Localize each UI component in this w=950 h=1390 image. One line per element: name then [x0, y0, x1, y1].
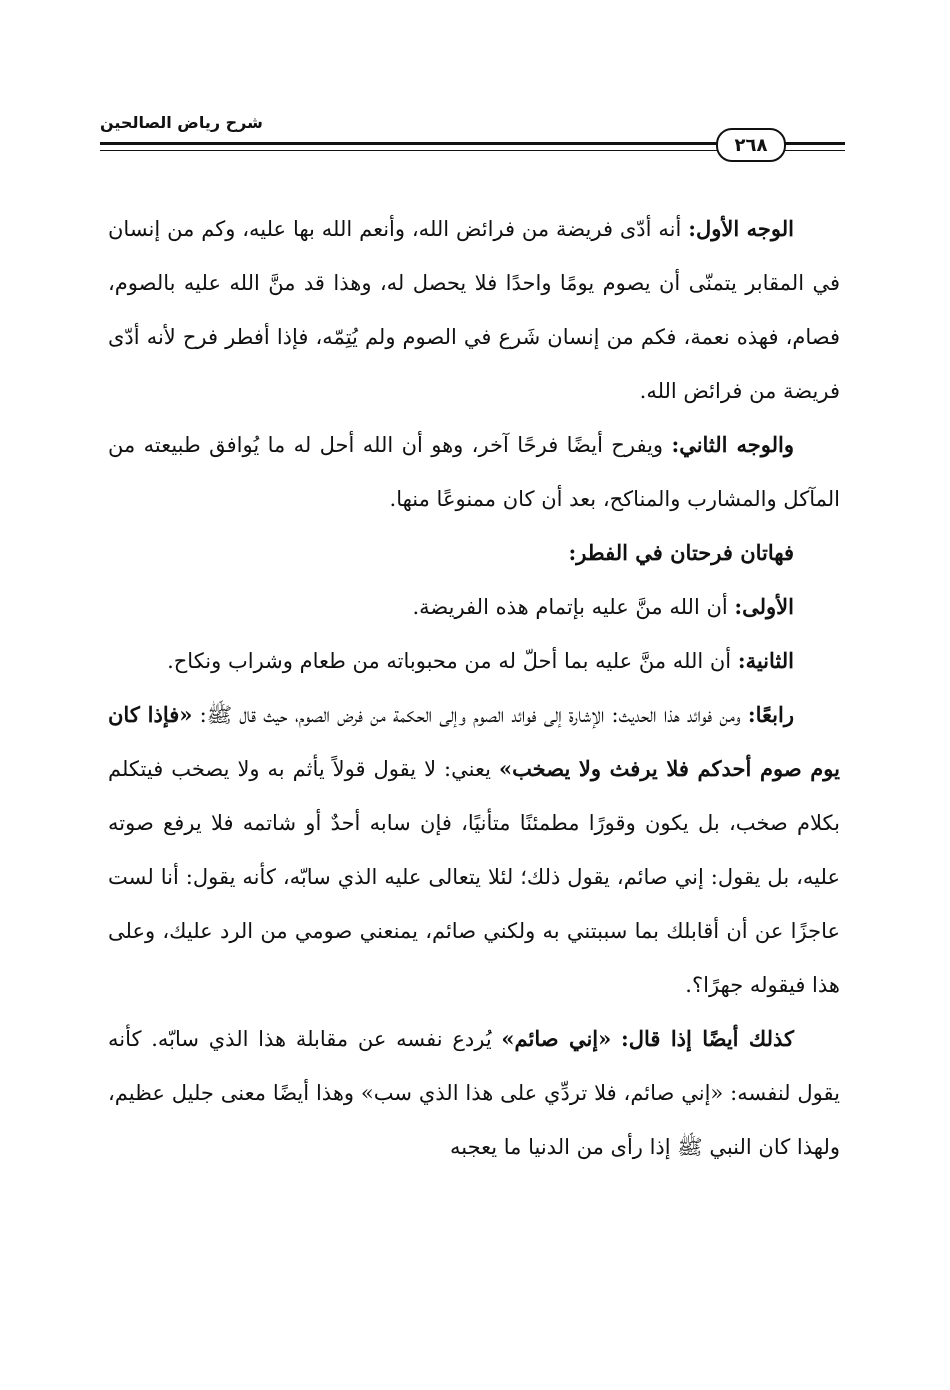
paragraph-text-before-quote — [611, 1027, 621, 1051]
paragraph-fourth-benefit — [108, 688, 840, 1012]
page-number: ٢٦٨ — [734, 134, 768, 156]
paragraph-second-joy — [108, 634, 840, 688]
paragraph-text-before-quote: ومن فوائد هذا الحديث: الإشارة إلى فوائد الصوم وإلى الحكمة من فرض الصوم، حيث قال ﷺ: — [192, 703, 748, 727]
paragraph-first-aspect — [108, 202, 840, 418]
paragraph-lead: رابعًا: — [747, 702, 794, 727]
paragraph-text: أنه أدّى فريضة من فرائض الله، وأنعم الله بها عليه، وكم من إنسان في المقابر يتمنّى أن يصوم يومًا واحدًا فلا يحصل له، وهذا قد منَّ الله عليه بالصوم، فصام، فهذه نعمة، فكم من إنسان شَرع في الصوم ولم يُتِمّه، فإذا أفطر فرح لأنه أدّى فريضة من فرائض الله. — [108, 217, 840, 403]
paragraph-also-saying — [108, 1012, 840, 1174]
paragraph-text: يعني: لا يقول قولاً يأثم به ولا يصخب فيتكلم بكلام صخب، بل يكون وقورًا مطمئنًا متأنيًا، فإن سابه أحدٌ أو شاتمه فلا يرفع صوته عليه، بل يقول: إني صائم، يقول ذلك؛ لئلا يتعالى عليه الذي سابّه، كأنه يقول: أنا لست عاجزًا عن أن أقابلك بما سببتني به ولكني صائم، يمنعني صومي من الرد عليك، وعلى هذا فيقوله جهرًا؟. — [108, 757, 840, 997]
paragraph-lead: كذلك أيضًا إذا قال: — [621, 1026, 795, 1051]
page-number-badge — [716, 128, 786, 162]
hadith-quote: «إني صائم» — [501, 1026, 612, 1051]
hadith-quote: «فإذا كان يوم صوم أحدكم فلا يرفث ولا يصخب» — [108, 702, 840, 781]
paragraph-text: ويفرح أيضًا فرحًا آخر، وهو أن الله أحل له ما يُوافق طبيعته من المآكل والمشارب والمناكح، بعد أن كان ممنوعًا منها. — [108, 433, 840, 511]
body-text — [108, 202, 840, 1174]
paragraph-text: يُردع نفسه عن مقابلة هذا الذي سابّه. كأنه يقول لنفسه: «إني صائم، فلا تردِّي على هذا الذي سب» وهذا أيضًا معنى جليل عظيم، ولهذا كان النبي ﷺ إذا رأى من الدنيا ما يعجبه — [108, 1027, 840, 1159]
paragraph-lead: الثانية: — [737, 648, 794, 673]
paragraph-lead: والوجه الثاني: — [671, 432, 794, 457]
paragraph-text: أن الله منَّ عليه بما أحلّ له من محبوباته من طعام وشراب ونكاح. — [167, 649, 738, 673]
paragraph-lead: فهاتان فرحتان في الفطر: — [568, 540, 794, 565]
paragraph-second-aspect — [108, 418, 840, 526]
paragraph-text: أن الله منَّ عليه بإتمام هذه الفريضة. — [412, 595, 735, 619]
paragraph-lead: الأولى: — [734, 594, 794, 619]
paragraph-first-joy — [108, 580, 840, 634]
paragraph-two-joys — [108, 526, 840, 580]
running-header-title: شرح رياض الصالحين — [100, 113, 263, 132]
paragraph-lead: الوجه الأول: — [688, 216, 794, 241]
